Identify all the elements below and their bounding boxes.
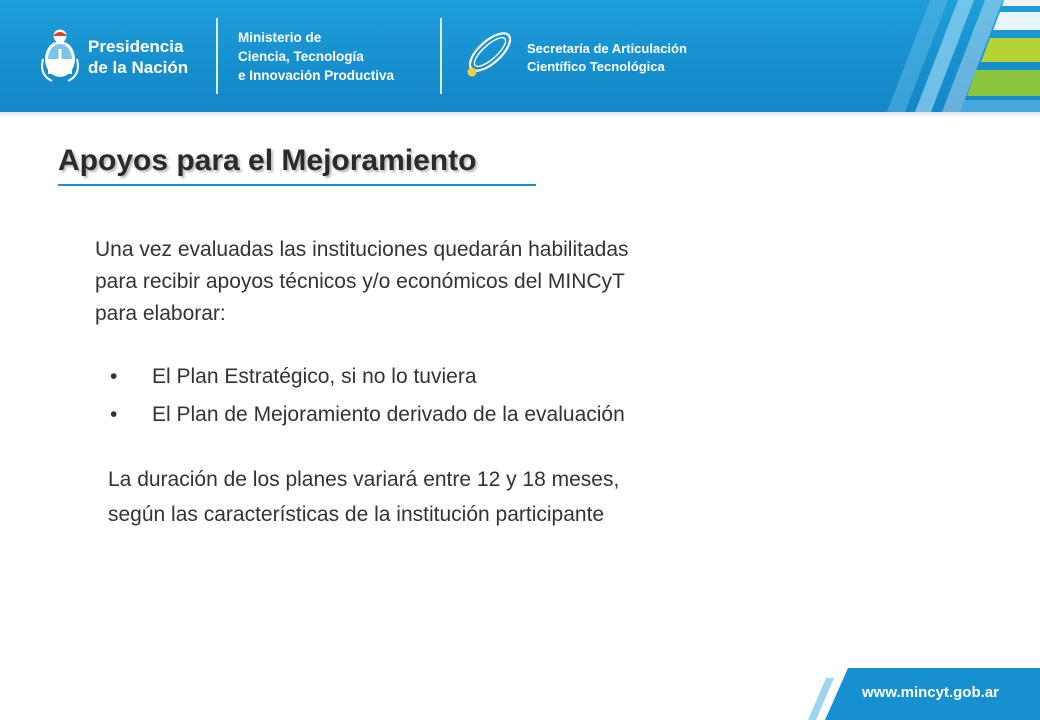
intro-line3: para elaborar: [95, 302, 226, 325]
secretaria-line2: Científico Tecnológica [527, 59, 665, 74]
duration-line2: según las características de la institución participante [108, 503, 605, 526]
intro-line1: Una vez evaluadas las instituciones quedarán habilitadas [95, 238, 629, 261]
bullet-icon: • [110, 365, 118, 388]
intro-line2: para recibir apoyos técnicos y/o económicos del MINCyT [95, 270, 625, 293]
duration-line1: La duración de los planes variará entre 12 y 18 meses, [108, 468, 620, 491]
bullet-text: El Plan de Mejoramiento derivado de la evaluación [152, 403, 625, 426]
presidencia-line1: Presidencia [88, 37, 184, 56]
ministerio-line1: Ministerio de [238, 30, 322, 45]
bullet-icon: • [110, 403, 118, 426]
secretaria-line1: Secretaría de Articulación [527, 41, 687, 56]
bullet-text: El Plan Estratégico, si no lo tuviera [152, 365, 477, 388]
slide-title: Apoyos para el Mejoramiento [58, 144, 477, 177]
ministerio-line3: e Innovación Productiva [238, 68, 395, 83]
presidencia-line2: de la Nación [88, 58, 189, 77]
ministerio-line2: Ciencia, Tecnología [238, 49, 364, 64]
footer-url-link[interactable]: www.mincyt.gob.ar [862, 684, 999, 701]
